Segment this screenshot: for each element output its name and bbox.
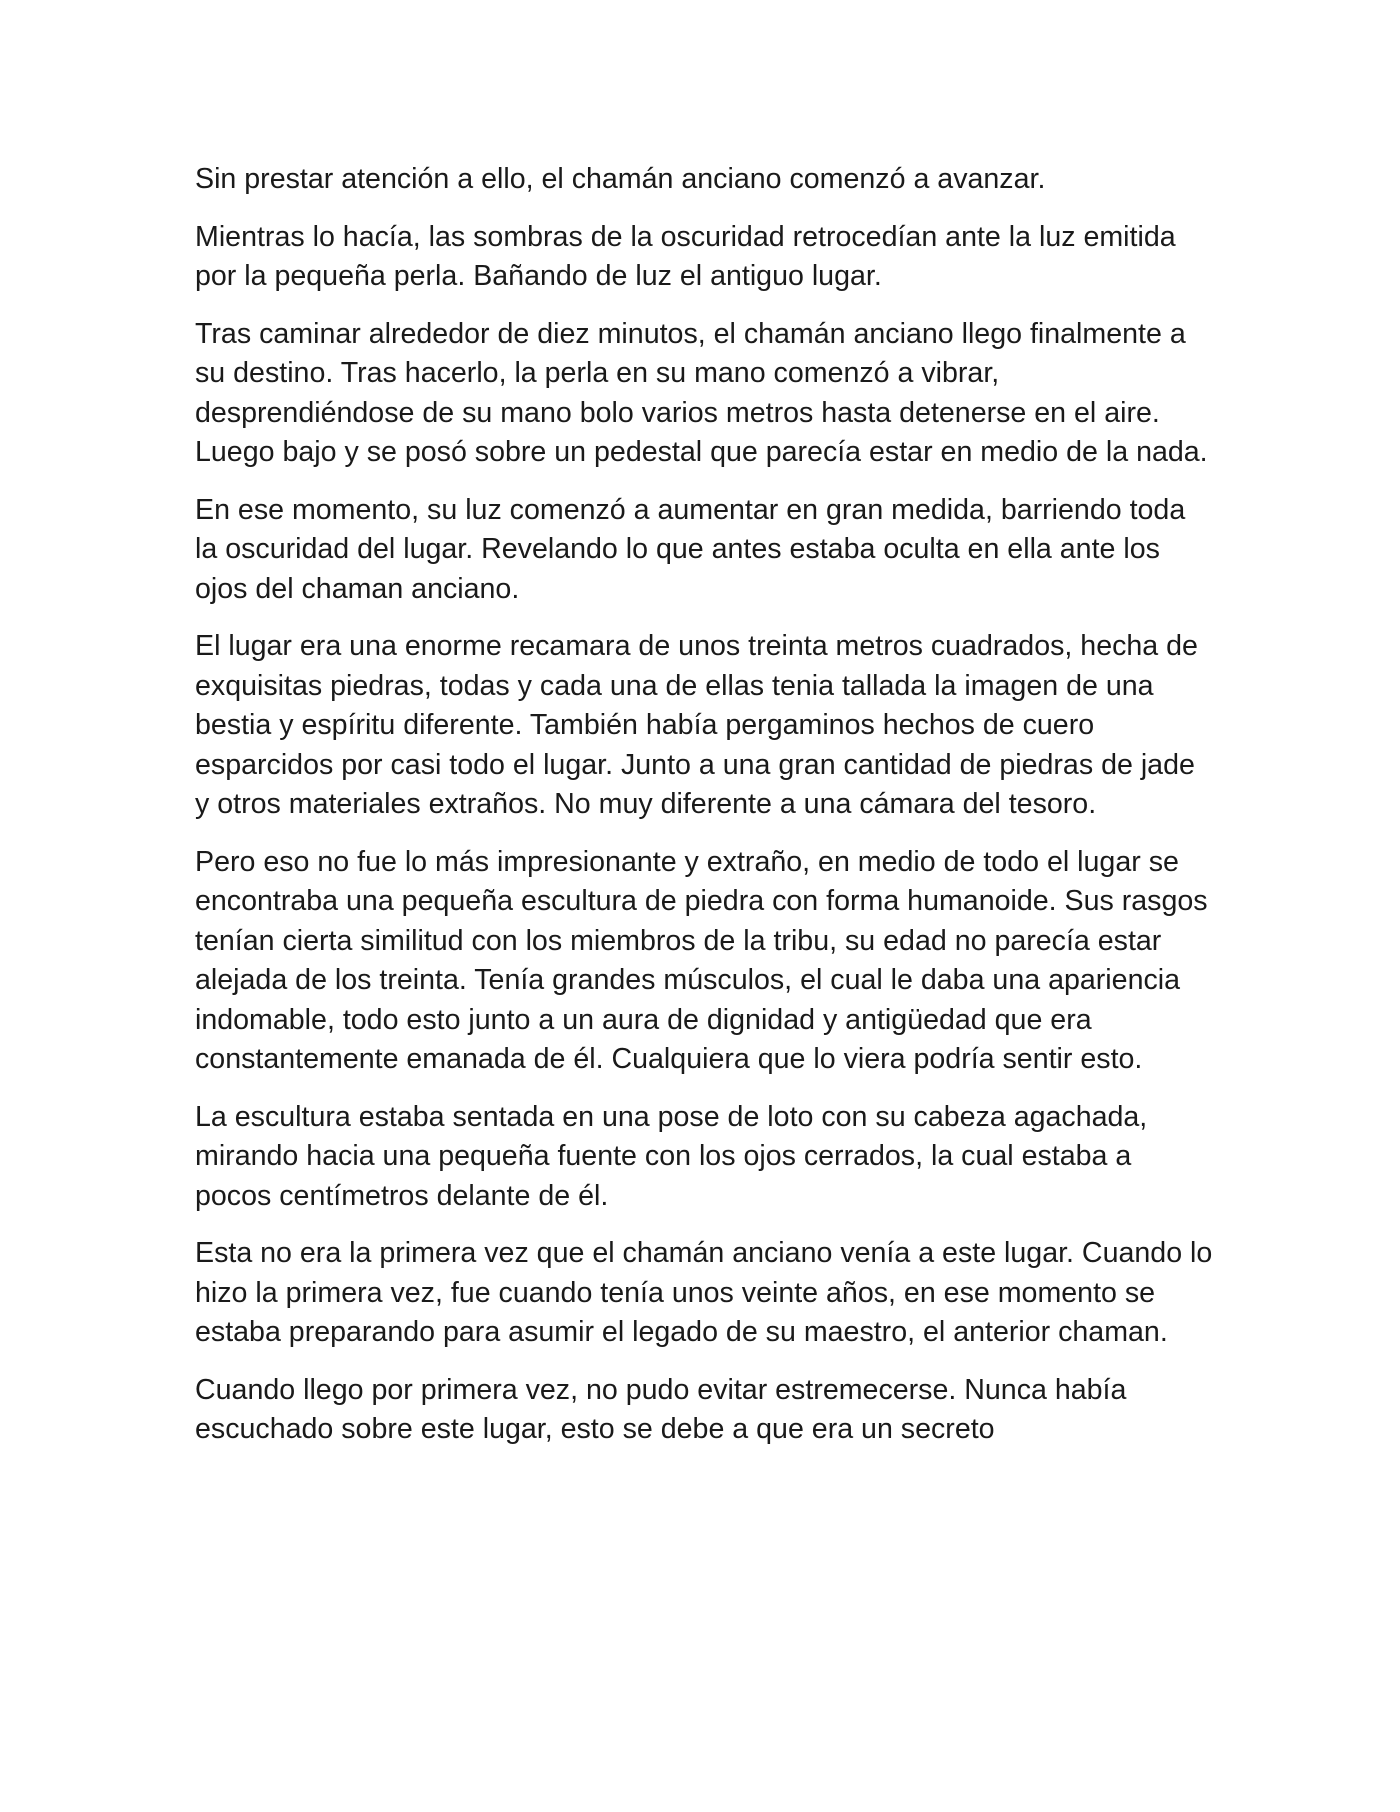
paragraph: En ese momento, su luz comenzó a aumentar en gran medida, barriendo toda la oscuridad del lugar. Revelando lo que antes estaba oculta en ella ante los ojos del chaman anciano. [195,493,1186,605]
paragraph: Mientras lo hacía, las sombras de la oscuridad retrocedían ante la luz emitida por la pequeña perla. Bañando de luz el antiguo lugar. [195,220,1176,292]
paragraph: Cuando llego por primera vez, no pudo evitar estremecerse. Nunca había escuchado sobre este lugar, esto se debe a que era un secreto [195,1373,1127,1445]
paragraph: Esta no era la primera vez que el chamán anciano venía a este lugar. Cuando lo hizo la primera vez, fue cuando tenía unos veinte años, en ese momento se estaba preparando para asumir el legado de su maestro, el anterior chaman. [195,1237,1213,1348]
paragraph: Pero eso no fue lo más impresionante y extraño, en medio de todo el lugar se encontraba una pequeña escultura de piedra con forma humanoide. Sus rasgos tenían cierta similitud con los miembros de la tribu, su edad no parecía estar alejada de los treinta. Tenía grandes músculos, el cual le daba una apariencia indomable, todo esto junto a un aura de dignidad y antigüedad que era constantemente emanada de él. Cualquiera que lo viera podría sentir esto. [195,845,1208,1075]
paragraph: El lugar era una enorme recamara de unos treinta metros cuadrados, hecha de exquisitas piedras, todas y cada una de ellas tenia tallada la imagen de una bestia y espíritu diferente. También había pergaminos hechos de cuero esparcidos por casi todo el lugar. Junto a una gran cantidad de piedras de jade y otros materiales extraños. No muy diferente a una cámara del tesoro. [195,630,1198,820]
document-body [195,160,1215,1468]
paragraph: La escultura estaba sentada en una pose de loto con su cabeza agachada, mirando hacia una pequeña fuente con los ojos cerrados, la cual estaba a pocos centímetros delante de él. [195,1100,1148,1212]
paragraph: Tras caminar alrededor de diez minutos, el chamán anciano llego finalmente a su destino. Tras hacerlo, la perla en su mano comenzó a vibrar, desprendiéndose de su mano bolo varios metros hasta detenerse en el aire. Luego bajo y se posó sobre un pedestal que parecía estar en medio de la nada. [195,317,1208,468]
paragraph: Sin prestar atención a ello, el chamán anciano comenzó a avanzar. [195,163,1046,195]
